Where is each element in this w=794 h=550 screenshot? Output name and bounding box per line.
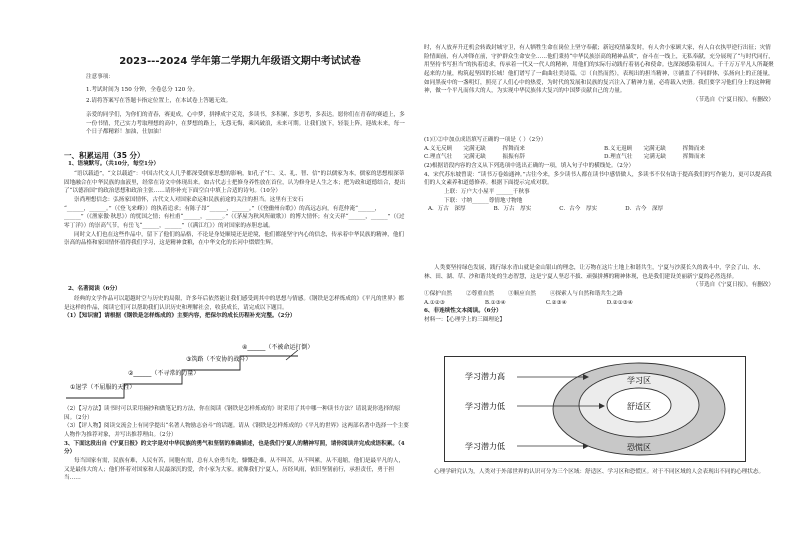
notice-blessing: 亲爱的同学们，为你们的青春，赛更成，心中梦，拼搏成宇克竞，多读书，多积累，多思考，多表达。愿你们在青春的赛道上，多一份书情，凭己实力考取理想的高中，在梦想的路上，无怨无悔，乘风破浪，未来可期。让我们放下，轻装上阵，迎战未来，每一个日子都精彩！加油，仕加油！ — [86, 111, 405, 136]
q1-para-2: 崇尚理想信念：弘扬家国情怀，古代文人对国家命运和民族前途的关注的担当。这里有王安石 — [74, 196, 304, 203]
note-block — [424, 468, 774, 477]
q5-text: 人类要坚持绿色发展，践行绿水青山就是金山银山的理念，让万物在这片土地上和谐共生，宁夏与沙漠长久的战斗中，学会了山、水、林、田、湖、草、沙和谐共处的生态智慧，这是宁夏人坚忍不拔、顽强拼搏的精神体现，也是我们建设美丽新宁夏的必然选择。 — [424, 265, 765, 280]
passage-source: （节选自《宁夏日报》，有删改） — [692, 96, 774, 103]
q5-choice-c[interactable]: C.②③④ — [545, 299, 567, 306]
q3-1-text: (1)①②中加点成语填写正确的一项是（ ）（2分） — [424, 137, 547, 143]
q5-item-1: ①保护自然 — [424, 290, 452, 297]
q2-3-text: （3）【评人物】阅读交流会上有同学提出“名著人物励志奋斗”的话题。请从《钢铁是怎样炼成的》《平凡的世界》这两部名著中选择一个主要人物作为推荐对象，并写出推荐理由。（2分） — [64, 423, 409, 438]
q3-1-option-b[interactable]: B.义无返顾 完满无缺 挥舞而来 — [604, 145, 705, 152]
passage-block — [424, 44, 774, 105]
couplet-upper: 上联：万户大小屋平 ______千秋事 — [444, 188, 530, 195]
q3-text: 每当国家有需，民族有难，人民有苦，同胞有需，总有人奋勇当先，慷慨赴难，从不叫苦，从不叫累，从不退缩，他们是最平凡的人，又是最伟大的人；他们怀着对国家和人民最深沉的爱，舍小家为大家。就像我们宁夏人，历经风雨，依旧坚韧前行，承担责任，勇于担当…… — [64, 457, 405, 482]
notice-item-1: 1.考试时间为 150 分钟，全卷总分 120 分。 — [86, 86, 199, 93]
couplet-option-d[interactable]: D．古今 深厚 — [625, 206, 664, 213]
passage-text: 时，有人放弃升迁机会转战封城守卫，有人牺牲生命在岗位上坚守奉献；新冠疫情暴发时，有人舍小家顾大家，有人白衣执甲逆行出征；灾情险情面前，有人冲锋在前，守护群众生命安全……他们秉持“中华民族崇高的精神品质”，奋斗在一线上，无私奉献，充分展现了“与时代同行，用坚持书写担当”的执着追求，传承着一代又一代人的精神，用他们的实际行动践行着初心和使命。也深深感染着国人。千千万万平凡人所凝聚起来的力量，构筑起坚固的长城！他们谱写了一曲曲壮美诗篇，②（自然而然），表现出的担当精神，③涵盖了不同群体，弘扬向上的正能量，如同黑夜中的一盏明灯，照亮了人们心中的热爱，为时代的发展和民族的复兴注入了精神力量，必将载入史册。我们要学习他们身上的这种精神，做一个平凡而伟大的人，为实现中华民族伟大复兴的中国梦贡献自己的力量。 — [424, 45, 774, 95]
q5-source: （节选自《宁夏日报》，有删改） — [692, 282, 774, 289]
q5-choice-a[interactable]: A.①②③ — [424, 299, 445, 306]
q5-item-2: ②尊重自然 — [465, 290, 494, 297]
q2-1-text: （1）【知识窗】请根据《钢铁是怎样炼成的》主要内容，把保尔的成长历程补充完整。（2分） — [64, 313, 296, 320]
right-column — [424, 0, 774, 550]
notice-block — [86, 73, 406, 137]
couplet-option-b[interactable]: B．万古 厚实 — [493, 206, 532, 213]
material-label: 材料一：【心理学上的三圈理论】 — [424, 316, 506, 323]
left-column — [64, 0, 409, 550]
q2-subquestions — [64, 405, 409, 483]
three-zone-diagram — [444, 356, 746, 462]
exam-title: 2023---2024 学年第二学期九年级语文期中考试试卷 — [119, 56, 361, 67]
q5-choice-d[interactable]: D.②①③④ — [606, 299, 633, 306]
stair-step-4: ④______（不被命运打倒） — [242, 344, 314, 351]
q5-item-3: ③顺应自然 — [507, 290, 536, 297]
staircase-arrow — [286, 350, 298, 360]
q3-heading: 3、下面这段出自《宁夏日报》的文字是对中华民族的勇气和坚韧的准确描述，也是我们宁夏人的精神写照，请你阅读并完成成语积累。（4分） — [64, 440, 405, 456]
note-text: 心理学研究认为，人类对于外部世界的认识可分为三个区域：舒适区、学习区和恐慌区。对于不同区域的人会表现出不同的心理状态。 — [434, 469, 765, 475]
q2-intro — [64, 295, 409, 321]
q5-block — [424, 264, 774, 325]
q2-2-text: （2）【习方法】读书时可以采用摘抄和做笔记的方法，你在阅读《钢铁是怎样炼成的》时采用了其中哪一种读书方法？请说说你选择的原因。（2分） — [64, 406, 401, 421]
q3-2-text: (2)根据语段内容的含义从下列选项中选出正确的一项，填入句子中的横线处。（2分） — [424, 162, 635, 169]
part1-heading: 一、积累运用（35 分） — [64, 151, 145, 160]
potential-label-2: 学习潜力低 — [465, 402, 505, 411]
notice-item-2: 2.请将答案写在答题卡指定位置上，在本试卷上答题无效。 — [86, 98, 232, 105]
stair-step-2: ②______（不寻常的力量） — [128, 370, 200, 377]
couplet-lower: 下联：寸纳______尊情地寸物地 — [444, 197, 523, 204]
q3-1-block — [424, 136, 774, 214]
q3-1-option-c[interactable]: C.理直气壮 完满无缺 振振有辞 — [424, 154, 525, 161]
q1-heading: 1、语境默写。（共10分，每空1分） — [68, 161, 160, 167]
q4-text: 4、宋代苏东坡曾说：“读书万卷始通神。”古往今来，多少读书人都在读书中感悟做人，多读书不仅有助于提高我们的写作能力，更可以提高我们的人文素养和道德修养。根据下面提示完成对联。 — [424, 171, 772, 187]
couplet-option-a[interactable]: A．万古 深厚 — [428, 206, 466, 213]
zone-panic: 恐慌区 — [627, 443, 651, 452]
zone-learning: 学习区 — [627, 376, 651, 385]
q1-para-1: “语以载道”，“文以载道”：中国古代文人几乎都深受儒家思想的影响，如孔子“仁、义、礼、智、信”的以儒家为本，儒家的思想根深蒂固地融合在中华民族的血液里，经常在诗文中体现出来。如古代志士把修身养性放在首位，认为修身是人生之本；把为政和道德结合，提出了“以德治国”的政治思想和政治主张……请你补充下面空白中填上合适的诗句。（10分） — [64, 171, 406, 195]
stair-step-1: ①退学（不屈服的天性） — [70, 384, 136, 391]
q1-text — [64, 170, 409, 248]
notice-heading: 注意事项： — [86, 74, 114, 80]
q1-para-3: “______，______。”（《登飞来峰》）的执着追求；有陈子昂“______，______。”（《登幽州台歌》）的高远志向，有范仲淹“______，______”（《渔家傲·秋思》）的忧国之情；有杜甫“______，______。”（《茅屋为秋风所破歌》）的博大情怀；有文天祥“______，______”（《过零丁洋》）的崇高气节，有岳飞“______，______”（《满江红》）的对国家的赤胆忠诚。 — [64, 205, 405, 229]
q2-intro-text: 经典的文学作品可以超越时空与历史的局限，许多年后依然能让我们感受到其中的思想与情感。《钢铁是怎样炼成的》《平凡的世界》都是这样的作品，阅读它们可以帮助我们认识历史和理解社会，收获成长，请完成以下题目。 — [64, 296, 405, 311]
couplet-option-c[interactable]: C．古今 厚实 — [559, 206, 598, 213]
potential-label-1: 学习潜力高 — [465, 372, 505, 381]
q1-para-4: 同时文人们也在这些作品中，留下了他们的品格，不论是身处顺境还是逆境，他们都能坚守内心的信念，传承着中华民族的精神，他们崇高的品格和家国情怀值得我们学习，这是精神食粮，在中华文化的长河中熠熠生辉。 — [64, 231, 405, 247]
q6-heading: 6、非连续性文本阅读。（6分） — [424, 308, 502, 315]
zone-comfort: 舒适区 — [627, 402, 651, 411]
growth-staircase — [64, 340, 314, 402]
q5-item-4: ④探索人与自然和谐共生之路 — [549, 290, 623, 297]
q5-choice-b[interactable]: B.①③④ — [484, 299, 506, 306]
q3-1-option-a[interactable]: A.义无反顾 完满无缺 挥舞而来 — [424, 145, 525, 152]
q2-heading: 2、名著阅读（6分） — [68, 286, 121, 292]
potential-label-3: 学习潜力低 — [465, 442, 505, 451]
staircase-line — [66, 356, 298, 398]
q3-1-option-d[interactable]: D.理直气壮 完满无缺 挥舞而来 — [604, 154, 706, 161]
stair-step-3: ③筑路（不安协的战斗） — [186, 356, 252, 363]
